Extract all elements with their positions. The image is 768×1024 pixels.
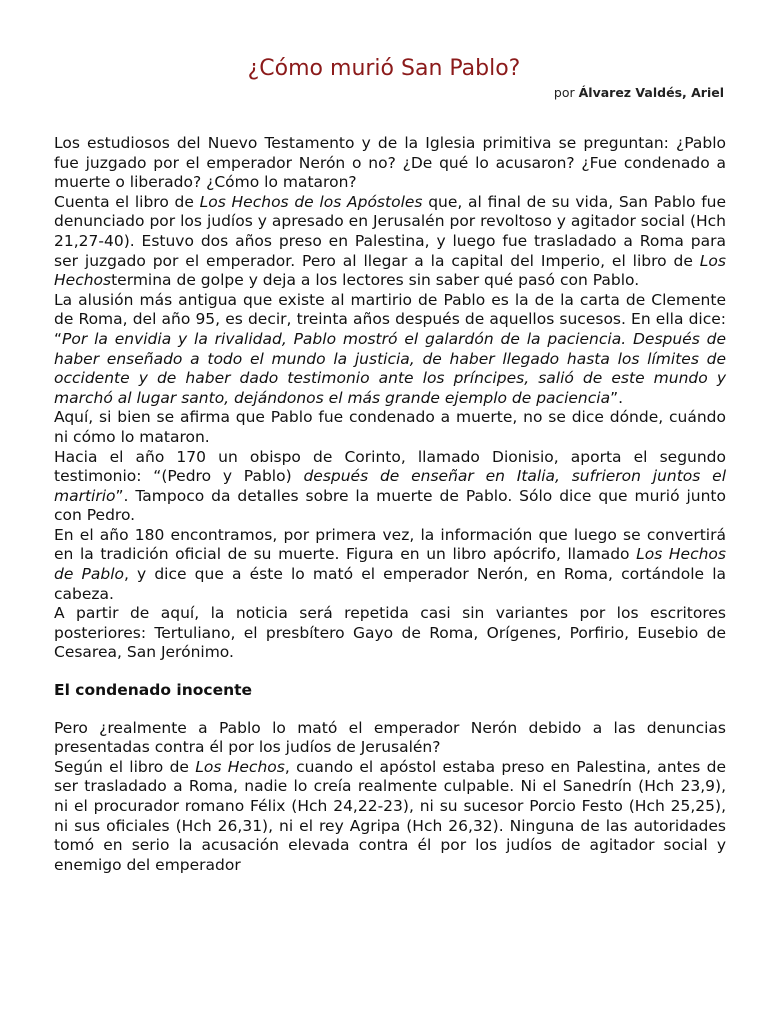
quote: después de enseñar en Italia, sufrieron juntos el martirio <box>54 467 726 505</box>
byline-prefix: por <box>553 85 575 100</box>
paragraph-4: Aquí, si bien se afirma que Pablo fue condenado a muerte, no se dice dónde, cuándo ni cómo lo mataron. <box>54 408 726 446</box>
paragraph-7: A partir de aquí, la noticia será repetida casi sin variantes por los escritores posteriores: Tertuliano, el presbítero Gayo de Roma, Orígenes, Porfirio, Eusebio de Cesarea, San Jerónimo. <box>54 604 726 662</box>
paragraph-5 <box>54 448 726 526</box>
text-span: Hacia el año 170 un obispo de Corinto, llamado Dionisio, aporta el segundo testimonio: “(Pedro y Pablo) <box>54 447 726 486</box>
text-span: Cuenta el libro de <box>54 192 200 211</box>
book-title: Los Hechos <box>54 251 726 290</box>
text-span: Según el libro de <box>54 757 196 776</box>
text-span: termina de golpe y deja a los lectores sin saber qué pasó con Pablo. <box>111 271 640 290</box>
book-title: Los Hechos de los Apóstoles <box>199 192 423 211</box>
book-title: Los Hechos de Pablo <box>54 545 726 584</box>
text-span: , y dice que a éste lo mató el emperador Nerón, en Roma, cortándole la cabeza. <box>54 565 726 603</box>
section-heading: El condenado inocente <box>54 681 253 700</box>
paragraph-6 <box>54 526 726 604</box>
byline-author: Álvarez Valdés, Ariel <box>578 85 724 100</box>
text-span: ”. Tampoco da detalles sobre la muerte de Pablo. Sólo dice que murió junto con Pedro. <box>54 486 726 525</box>
byline <box>554 85 724 100</box>
text-span: que, al final de su vida, San Pablo fue denunciado por los judíos y apresado en Jerusalén por revoltoso y agitador social (Hch 21,27-40). Estuvo dos años preso en Palestina, y luego fue trasladado a Roma para ser juzgado por el emperador. Pero al llegar a la capital del Imperio, el libro de <box>54 192 727 270</box>
text-span: ”. <box>610 388 624 407</box>
paragraph-2 <box>54 193 726 291</box>
paragraph-3 <box>54 291 726 409</box>
quote: Por la envidia y la rivalidad, Pablo mostró el galardón de la paciencia. Después de haber enseñado a todo el mundo la justicia, de haber llegado hasta los límites de occidente y de haber dado testimonio ante los príncipes, salió de este mundo y marchó al lugar santo, dejándonos el más grande ejemplo de paciencia <box>54 329 726 407</box>
text-span: La alusión más antigua que existe al martirio de Pablo es la de la carta de Clemente de Roma, del año 95, es decir, treinta años después de aquellos sucesos. En ella dice: “ <box>54 290 726 348</box>
page-title: ¿Cómo murió San Pablo? <box>247 56 521 81</box>
text-span: En el año 180 encontramos, por primera vez, la información que luego se convertirá en la tradición oficial de su muerte. Figura en un libro apócrifo, llamado <box>54 525 726 564</box>
paragraph-1: Los estudiosos del Nuevo Testamento y de la Iglesia primitiva se preguntan: ¿Pablo fue juzgado por el emperador Nerón o no? ¿De qué lo acusaron? ¿Fue condenado a muerte o liberado? ¿Cómo lo mataron? <box>54 134 726 192</box>
article-body <box>54 134 726 875</box>
paragraph-8: Pero ¿realmente a Pablo lo mató el emperador Nerón debido a las denuncias presentadas contra él por los judíos de Jerusalén? <box>54 718 726 757</box>
text-span: , cuando el apóstol estaba preso en Palestina, antes de ser trasladado a Roma, nadie lo creía realmente culpable. Ni el Sanedrín (Hch 23,9), ni el procurador romano Félix (Hch 24,22-23), ni su sucesor Porcio Festo (Hch 25,25), ni sus oficiales (Hch 26,31), ni el rey Agripa (Hch 26,32). Ninguna de las autoridades tomó en serio la acusación elevada contra él por los judíos de agitador social y enemigo del emperador <box>54 757 726 874</box>
book-title: Los Hechos <box>195 757 285 776</box>
paragraph-9 <box>54 758 726 876</box>
